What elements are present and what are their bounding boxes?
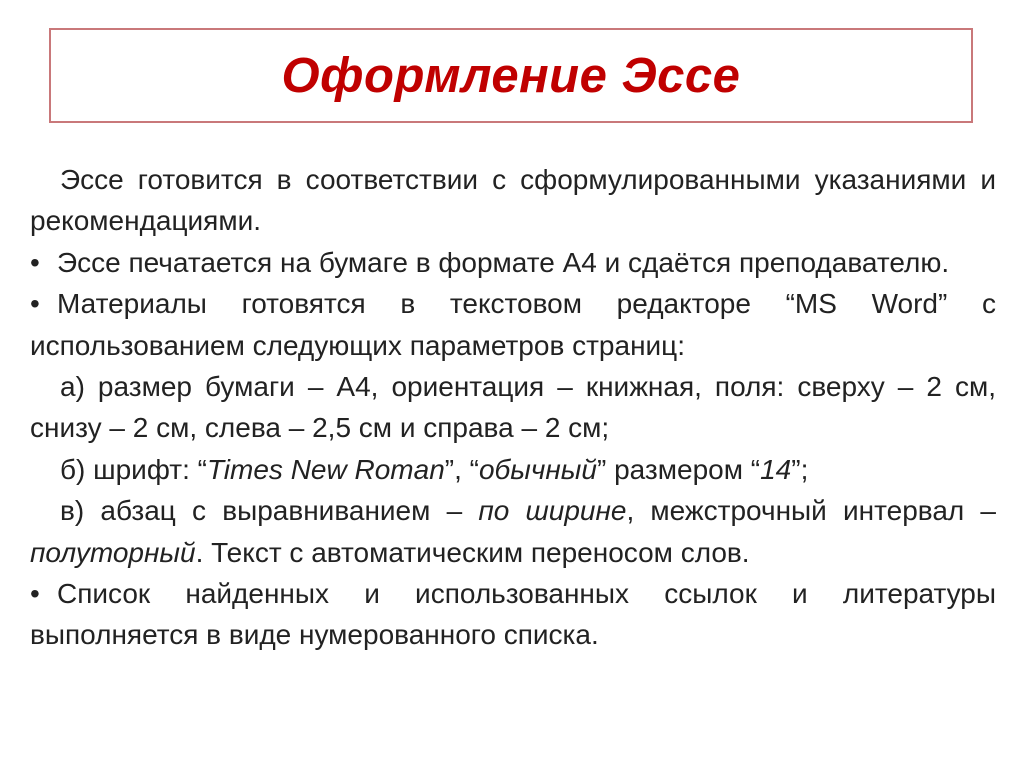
text-run: , межстрочный интервал – <box>626 495 997 527</box>
bullet-text: Материалы готовятся в текстовом редакторе “MS Word” с использованием следующих параметров страниц: <box>30 288 996 361</box>
bullet-icon: • <box>30 578 40 610</box>
bullet-item-materials <box>30 283 996 366</box>
text-run: ”, “ <box>444 453 479 485</box>
text-run-italic: 14 <box>760 453 792 485</box>
text-run: б) шрифт: “ <box>60 453 207 485</box>
bullet-text: Список найденных и использованных ссылок и литературы выполняется в виде нумерованного списка. <box>30 578 996 651</box>
title-box <box>49 28 973 123</box>
text-run-italic: по ширине <box>478 495 627 527</box>
text-run-italic: Times New Roman <box>206 453 445 485</box>
bullet-text: Эссе печатается на бумаге в формате А4 и сдаётся преподавателю. <box>57 246 950 278</box>
paragraph-paragraph-format <box>30 490 996 573</box>
bullet-item-printing <box>30 242 996 283</box>
bullet-item-references <box>30 573 996 656</box>
bullet-icon: • <box>30 246 40 278</box>
paragraph-intro: Эссе готовится в соответствии с сформулированными указаниями и рекомендациями. <box>30 164 996 237</box>
text-run: ”; <box>791 453 809 485</box>
bullet-icon: • <box>30 288 40 320</box>
slide-body <box>30 159 996 656</box>
text-run: в) абзац с выравниванием – <box>60 495 479 527</box>
paragraph-font <box>30 449 996 490</box>
text-run-italic: полуторный <box>30 536 196 568</box>
text-run-italic: обычный <box>478 453 597 485</box>
paragraph-paper-size: а) размер бумаги – А4, ориентация – книжная, поля: сверху – 2 см, снизу – 2 см, слева – 2,5 см и справа – 2 см; <box>30 371 996 444</box>
slide-title: Оформление Эссе <box>281 48 741 103</box>
text-run: ” размером “ <box>597 453 761 485</box>
text-run: . Текст с автоматическим переносом слов. <box>195 536 750 568</box>
